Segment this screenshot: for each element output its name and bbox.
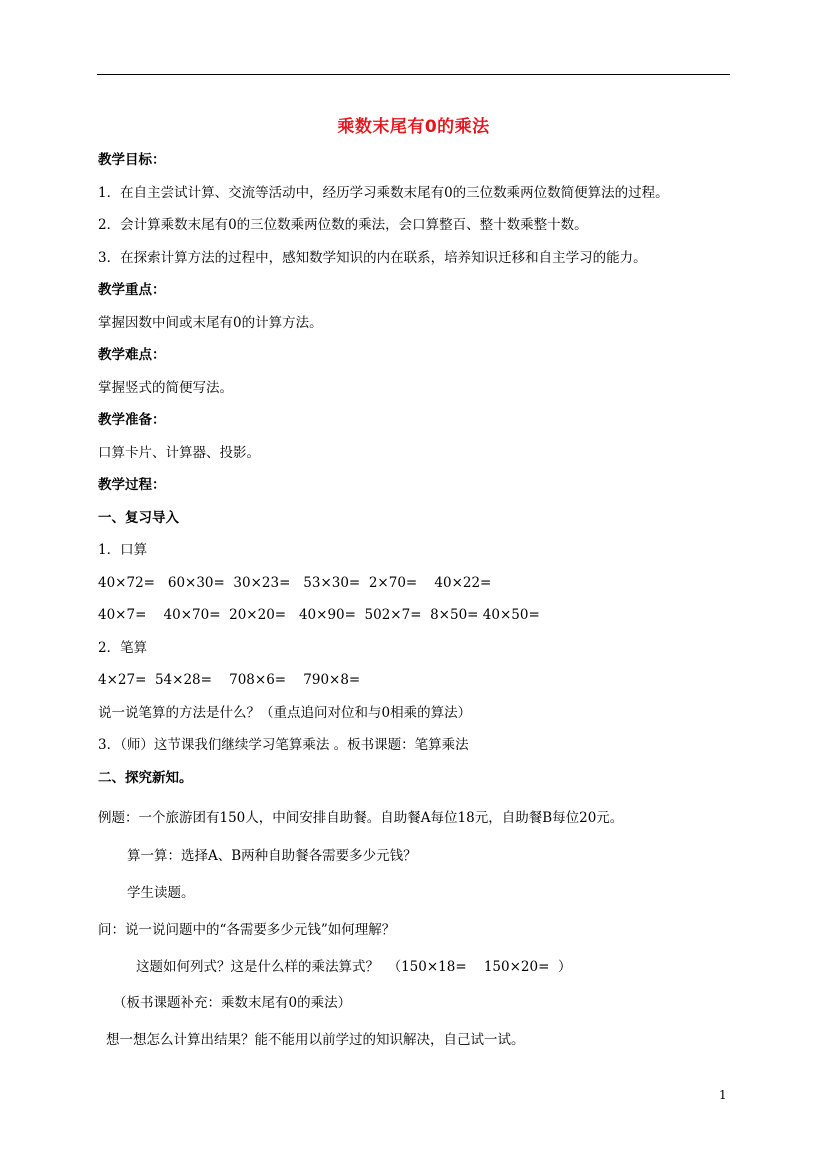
- oral-row-2: 40×7= 40×70= 20×20= 40×90= 502×7= 8×50= 40×50=: [98, 607, 540, 623]
- preparation-text: 口算卡片、计算器、投影。: [98, 445, 260, 461]
- heading-preparation: 教学准备：: [98, 412, 166, 428]
- page-title: 乘数末尾有0的乘法: [337, 117, 490, 137]
- heading-difficulties: 教学难点：: [98, 347, 166, 363]
- page-number: 1: [719, 1088, 727, 1102]
- think-line: 想一想怎么计算出结果？能不能用以前学过的知识解决，自己试一试。: [106, 1032, 525, 1048]
- discussion-line: 说一说笔算的方法是什么？（重点追问对位和与0相乘的算法）: [98, 705, 472, 721]
- difficulties-text: 掌握竖式的简便写法。: [98, 380, 233, 396]
- formula-question: 这题如何列式？这是什么样的乘法算式？ （150×18= 150×20= ）: [136, 959, 572, 975]
- board-supplement: （板书课题补充：乘数末尾有0的乘法）: [113, 995, 352, 1011]
- teacher-line: 3．（师）这节课我们继续学习笔算乘法 。板书课题：笔算乘法: [98, 737, 469, 753]
- heading-process: 教学过程：: [98, 477, 166, 493]
- oral-row-1: 40×72= 60×30= 30×23= 53×30= 2×70= 40×22=: [98, 575, 492, 591]
- objective-1: 1．在自主尝试计算、交流等活动中，经历学习乘数末尾有0的三位数乘两位数简便算法的过程。: [98, 185, 669, 201]
- objective-2: 2．会计算乘数末尾有0的三位数乘两位数的乘法，会口算整百、整十数乘整十数。: [98, 217, 588, 233]
- calc-prompt: 算一算：选择A、B两种自助餐各需要多少元钱？: [127, 848, 417, 864]
- example-problem: 例题：一个旅游团有150人，中间安排自助餐。自助餐A每位18元，自助餐B每位20元。: [98, 810, 624, 826]
- header-rule: [97, 74, 730, 75]
- objective-3: 3．在探索计算方法的过程中，感知数学知识的内在联系，培养知识迁移和自主学习的能力。: [98, 250, 647, 266]
- section-explore: 二、探究新知。: [98, 770, 193, 786]
- students-read: 学生读题。: [127, 885, 195, 901]
- section-review: 一、复习导入: [98, 510, 179, 526]
- subsection-written: 2．笔算: [98, 640, 148, 656]
- question-line: 问：说一说问题中的“各需要多少元钱”如何理解？: [98, 922, 396, 938]
- heading-objectives: 教学目标：: [98, 152, 166, 168]
- written-row: 4×27= 54×28= 708×6= 790×8=: [98, 672, 361, 688]
- heading-key-points: 教学重点：: [98, 282, 166, 298]
- subsection-oral: 1．口算: [98, 542, 148, 558]
- key-points-text: 掌握因数中间或末尾有0的计算方法。: [98, 315, 323, 331]
